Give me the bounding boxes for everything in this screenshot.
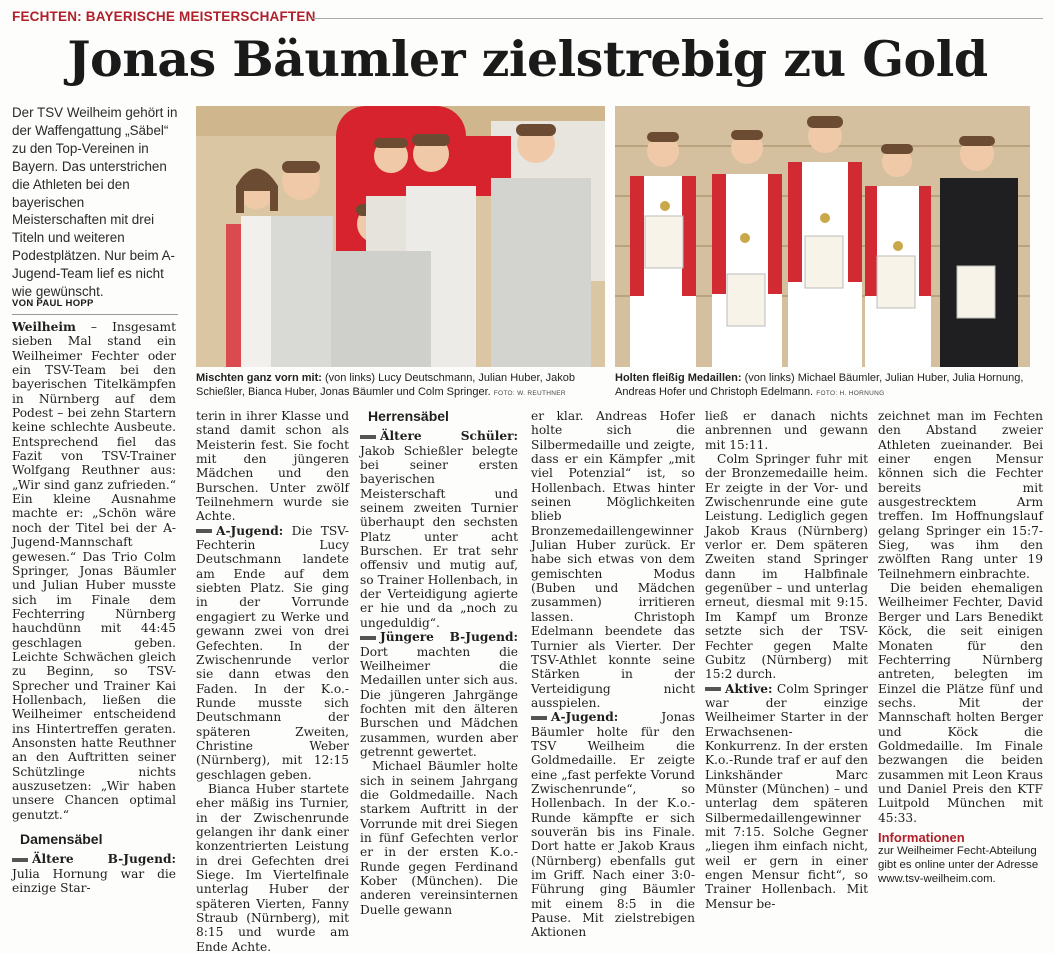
photo-caption-2 [615, 371, 1030, 401]
paragraph: Jakob Schießler belegte bei seiner ersten bayerischen Meisterschaft und seinem zweiten Turnier überhaupt den sechsten Platz unter acht Burschen. Er trat sehr offensiv und mutig auf, so Trainer Hollenbach, in der Verteidigung agierte er hie und da „noch zu ungeduldig“. [360, 443, 518, 630]
paragraph: – Insgesamt sieben Mal stand ein Weilheimer Fechter oder ein TSV-Team bei den bayerischen Titelkämpfen in Nürnberg auf dem Podest – bei zehn Startern keine schlechte Ausbeute. Entsprechend fiel das Fazit von TSV-Trainer Wolfgang Reuthner aus: „Wir sind ganz zufrieden.“ Ein kleine Ausnahme machte er: „Schön wäre noch der Titel bei der A-Jugend-Mannschaft gewesen.“ Das Trio Colm Springer, Jonas Bäumler und Julian Huber musste sich im Finale dem Fechterring Nürnberg hauchdünn mit 44:45 geschlagen geben. Leichte Schwächen gleich zu Beginn, so TSV-Sprecher und Trainer Kai Hollenbach, ließen die Weilheimer entscheidend ins Hintertreffen geraten. Ansonsten hatte Reuthner an den Auftritten seiner Schützlinge nichts auszusetzen: „Wir haben unsere Chancen optimal genutzt.“ [12, 320, 176, 822]
paragraph: Die beiden ehemaligen Weilheimer Fechter, David Berger und Lars Benedikt Köck, die seit einigen Monaten für den Fechterring Nürnberg antreten, belegten im Einzel die Plätze fünf und sechs. Mit der Mannschaft holten Berger und Köck die Goldmedaille. Im Finale bezwangen die beiden zusammen mit Leon Kraus und Daniel Preis den KTF Luitpold München mit 45:33. [878, 581, 1043, 825]
paragraph-lead: A-Jugend: [551, 710, 619, 725]
paragraph: Bianca Huber startete eher mäßig ins Turnier, in der Zwischenrunde gelangen ihr dank einer konzentrierten Leistung in drei Gefechten drei Siege. Im Viertelfinale unterlag Huber der späteren Vierten, Fanny Straub (Nürnberg), mit 8:15 und wurde am Ende Achte. [196, 781, 349, 954]
section-kicker: FECHTEN: BAYERISCHE MEISTERSCHAFTEN [12, 9, 316, 24]
paragraph-lead: Ältere Schüler: [380, 429, 518, 444]
lead-paragraph: Der TSV Weilheim gehört in der Waffengattung „Säbel“ zu den Top-Vereinen in Bayern. Das unterstrichen die Athleten bei den bayerischen Meisterschaften mit drei Titeln und weiteren Podestplätzen. Nur beim A-Jugend-Team lief es nicht wie gewünscht. [12, 105, 178, 300]
article-column-1 [12, 320, 176, 895]
paragraph-marker-bar [196, 529, 212, 533]
info-box-title: Informationen [878, 829, 965, 845]
paragraph: Colm Springer fuhr mit der Bronzemedaille heim. Er zeigte in der Vor- und Zwischenrunde eine gute Leistung. Lediglich gegen Jakob Kraus (Nürnberg) verlor er. Dem späteren Zweiten stand Springer dann im Halbfinale gegenüber – und unterlag erneut, diesmal mit 9:15. Im Kampf um Bronze setzte sich der TSV-Fechter gegen Malte Gubitz (Nürnberg) mit 15:2 durch. [705, 452, 868, 682]
paragraph-lead: Aktive: [725, 681, 773, 696]
paragraph: zeichnet man im Fechten den Abstand zweier Athleten zueinander. Bei einer engen Mensur können sich die Fechter bereits mit ausgestrecktem Arm treffen. Im Hoffnungslauf gelang Springer ein 15:7-Sieg, was ihm den zwölften Rang unter 19 Teilnehmern einbrachte. [878, 409, 1043, 581]
photo-fencers-group [196, 106, 605, 367]
paragraph-marker-bar [360, 435, 376, 439]
paragraph-lead: A-Jugend: [216, 523, 284, 538]
photo-medal-winners [615, 106, 1030, 367]
subheading-herrensaebel: Herrensäbel [368, 408, 449, 424]
byline-rule [12, 314, 178, 315]
caption-lead: Mischten ganz vorn mit: [196, 372, 322, 384]
photo-credit: FOTO: W. REUTHNER [493, 390, 566, 397]
article-column-2 [196, 409, 349, 954]
article-column-6 [878, 409, 1043, 886]
paragraph: Dort machten die Weilheimer die Medaillen unter sich aus. Die jüngeren Jahrgänge fochten mit den älteren Burschen und Mädchen zusammen, wurden aber getrennt gewertet. [360, 644, 518, 759]
paragraph: Jonas Bäumler holte für den TSV Weilheim die Goldmedaille. Er zeigte eine „fast perfekte Vorund Zwischenrunde“, so Hollenbach. In der K.o.-Runde kämpfte er sich souverän bis ins Finale. Dort hatte er Jakob Kraus (Nürnberg) ebenfalls gut im Griff. Nach einer 3:0-Führung ging Bäumler mit einem 8:5 in die Pause. Mit zielstrebigen Aktionen [531, 710, 695, 940]
dateline: Weilheim [12, 320, 76, 334]
paragraph-marker-bar [360, 636, 376, 640]
paragraph: Die TSV-Fechterin Lucy Deutschmann landete am Ende auf dem siebten Platz. Sie ging in der Vorrunde engagiert zu Werke und gewann zwei von drei Gefechten. In der Zwischenrunde verlor sie dann etwas den Faden. In der K.o.-Runde musste sich Deutschmann der späteren Zweiten, Christine Weber (Nürnberg), mit 12:15 geschlagen geben. [196, 523, 349, 782]
paragraph: Colm Springer war der einzige Weilheimer Starter in der Erwachsenen-Konkurrenz. In der ersten K.o.-Runde traf er auf den Linkshänder Marc Münster (München) – und unterlag dem späteren Silbermedaillengewinner mit 7:15. Solche Gegner „liegen ihm einfach nicht, weil er gern in einer engen Mensur ficht“, so Trainer Hollenbach. Mit Mensur be- [705, 681, 868, 911]
photo-illustration [615, 106, 1030, 367]
paragraph-marker-bar [531, 716, 547, 720]
photo-illustration [196, 106, 605, 367]
author-byline: VON PAUL HOPP [12, 298, 94, 309]
paragraph: Michael Bäumler holte sich in seinem Jahrgang die Goldmedaille. Nach starkem Auftritt in der Vorrunde mit drei Siegen in fünf Gefechten verlor er in der ersten K.o.-Runde gegen Ferdinand Kober (München). Die anderen vereinsinternen Duelle gewann [360, 759, 518, 917]
paragraph-lead: Ältere B-Jugend: [32, 852, 176, 867]
paragraph: er klar. Andreas Hofer holte sich die Silbermedaille und zeigte, dass er ein Kämpfer „mit viel Potenzial“ ist, so Hollenbach. Etwas hinter seinen Möglichkeiten blieb Bronzemedaillengewinner Julian Huber zurück. Er habe sich etwas von dem gemischten Modus (Buben und Mädchen zusammen) irritieren lassen. Christoph Edelmann beendete das Turnier als Vierter. Der TSV-Athlet konnte seine Stärken in der Verteidigung nicht ausspielen. [531, 409, 695, 710]
article-column-4 [531, 409, 695, 940]
kicker-rule [312, 18, 1043, 19]
paragraph: ließ er danach nichts anbrennen und gewann mit 15:11. [705, 409, 868, 452]
photo-caption-1 [196, 371, 605, 401]
photo-credit: FOTO: H. HORNUNG [816, 390, 885, 397]
caption-text: (von links) Michael Bäumler, Julian Huber, Julia Hornung, Andreas Hofer und Christoph Edelmann. [615, 372, 1024, 398]
paragraph-marker-bar [12, 858, 28, 862]
paragraph-marker-bar [705, 687, 721, 691]
subheading-damensaebel: Damensäbel [20, 831, 103, 848]
paragraph: terin in ihrer Klasse und stand damit schon als Meisterin fest. Sie focht mit den jüngeren Mädchen und den Burschen. Unter zwölf Teilnehmern wurde sie Achte. [196, 409, 349, 524]
info-box-text: zur Weilheimer Fecht-Abteilung gibt es online unter der Adresse www.tsv-weilheim.com. [878, 845, 1039, 885]
article-column-5 [705, 409, 868, 911]
headline: Jonas Bäumler zielstrebig zu Gold [67, 30, 988, 88]
caption-text: (von links) Lucy Deutschmann, Julian Huber, Jakob Schießler, Bianca Huber, Jonas Bäumler und Colm Springer. [196, 372, 576, 398]
article-column-3 [360, 409, 518, 917]
paragraph-lead: Jüngere B-Jugend: [380, 630, 518, 645]
caption-lead: Holten fleißig Medaillen: [615, 372, 742, 384]
paragraph: Julia Hornung war die einzige Star- [12, 866, 176, 896]
